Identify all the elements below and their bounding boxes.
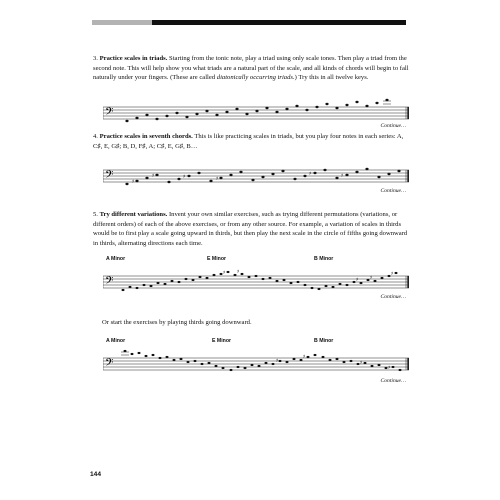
- staff-triads-notation: [103, 95, 409, 127]
- continue-label: Continue…: [380, 294, 406, 300]
- svg-text:♯: ♯: [216, 176, 219, 182]
- section-3-italic: diatonically occurring triads.: [216, 74, 295, 82]
- section-3-title: Practice scales in triads.: [99, 55, 168, 62]
- bass-clef-icon: 𝄢: [105, 357, 114, 372]
- section-5-number: 5.: [93, 211, 98, 218]
- section-4-number: 4.: [93, 133, 98, 140]
- section-6-text: [93, 318, 422, 328]
- bass-clef-icon: 𝄢: [105, 106, 114, 121]
- section-5-text: [93, 210, 413, 248]
- staff-thirds-alternating-notation: [103, 264, 409, 296]
- svg-text:♯: ♯: [356, 277, 359, 283]
- staff-thirds-downward: [103, 346, 409, 378]
- continue-label: Continue…: [380, 378, 406, 384]
- key-label-a-minor: A Minor: [106, 256, 126, 262]
- svg-text:♯: ♯: [237, 269, 240, 275]
- staff-sevenths-notation: [103, 158, 409, 190]
- bass-clef-icon: 𝄢: [105, 275, 114, 290]
- header-accent-bar: [92, 20, 152, 25]
- svg-text:♯: ♯: [276, 358, 279, 364]
- svg-text:♯: ♯: [303, 354, 306, 360]
- section-3-number: 3.: [93, 55, 98, 62]
- key-label-e-minor: E Minor: [207, 256, 227, 262]
- section-3-body-end: ) Try this in all twelve keys.: [294, 74, 369, 82]
- page-number: 144: [90, 471, 102, 478]
- svg-text:♯: ♯: [360, 360, 363, 366]
- bass-clef-icon: 𝄢: [105, 169, 114, 184]
- header-bar: [152, 20, 406, 25]
- key-label-b-minor: B Minor: [314, 256, 334, 262]
- staff-sevenths: [103, 158, 409, 190]
- key-label-e-minor: E Minor: [212, 338, 232, 344]
- key-label-b-minor: B Minor: [314, 338, 334, 344]
- section-3-text: [93, 54, 413, 83]
- staff-thirds-alternating: [103, 264, 409, 296]
- key-label-a-minor: A Minor: [106, 338, 126, 344]
- continue-label: Continue…: [380, 188, 406, 194]
- continue-label: Continue…: [380, 123, 406, 129]
- svg-text:♯: ♯: [132, 179, 135, 185]
- svg-text:♯: ♯: [152, 173, 155, 179]
- svg-text:♯: ♯: [370, 275, 373, 281]
- svg-text:♯: ♯: [309, 171, 312, 177]
- staff-triads: [103, 95, 409, 127]
- section-4-text: [93, 132, 413, 151]
- svg-text:♯: ♯: [183, 174, 186, 180]
- section-5-body: Invent your own similar exercises, such as trying different permutations (variations, or different orders) of each of the above exercises, or from any other source. For example, a variation of scales in thirds would be to first play a scale going upward in thirds, but then play the next scale in the circle of fifths going downward in thirds, alternating directions each time.: [93, 211, 408, 247]
- section-4-body: This is like practicing scales in triads, but you play four notes in each series: A, C♯, E, G♯; B, D, F♯, A; C♯, E, G♯, B…: [93, 133, 404, 150]
- section-5-title: Try different variations.: [99, 211, 168, 218]
- svg-text:♯: ♯: [391, 271, 394, 277]
- svg-text:♯: ♯: [388, 365, 391, 371]
- staff-thirds-downward-notation: [103, 346, 409, 378]
- svg-text:♯: ♯: [223, 270, 226, 276]
- section-3-body: Starting from the tonic note, play a triad using only scale tones. Then play a triad from the second note. This will help show you what triads are a natural part of the scale, and all kinds of chords will begin to fall naturally under your fingers. (These are called: [93, 55, 409, 82]
- section-6-body: Or start the exercises by playing thirds going downward.: [102, 319, 252, 326]
- svg-text:♯: ♯: [341, 173, 344, 179]
- section-4-title: Practice scales in seventh chords.: [99, 133, 193, 140]
